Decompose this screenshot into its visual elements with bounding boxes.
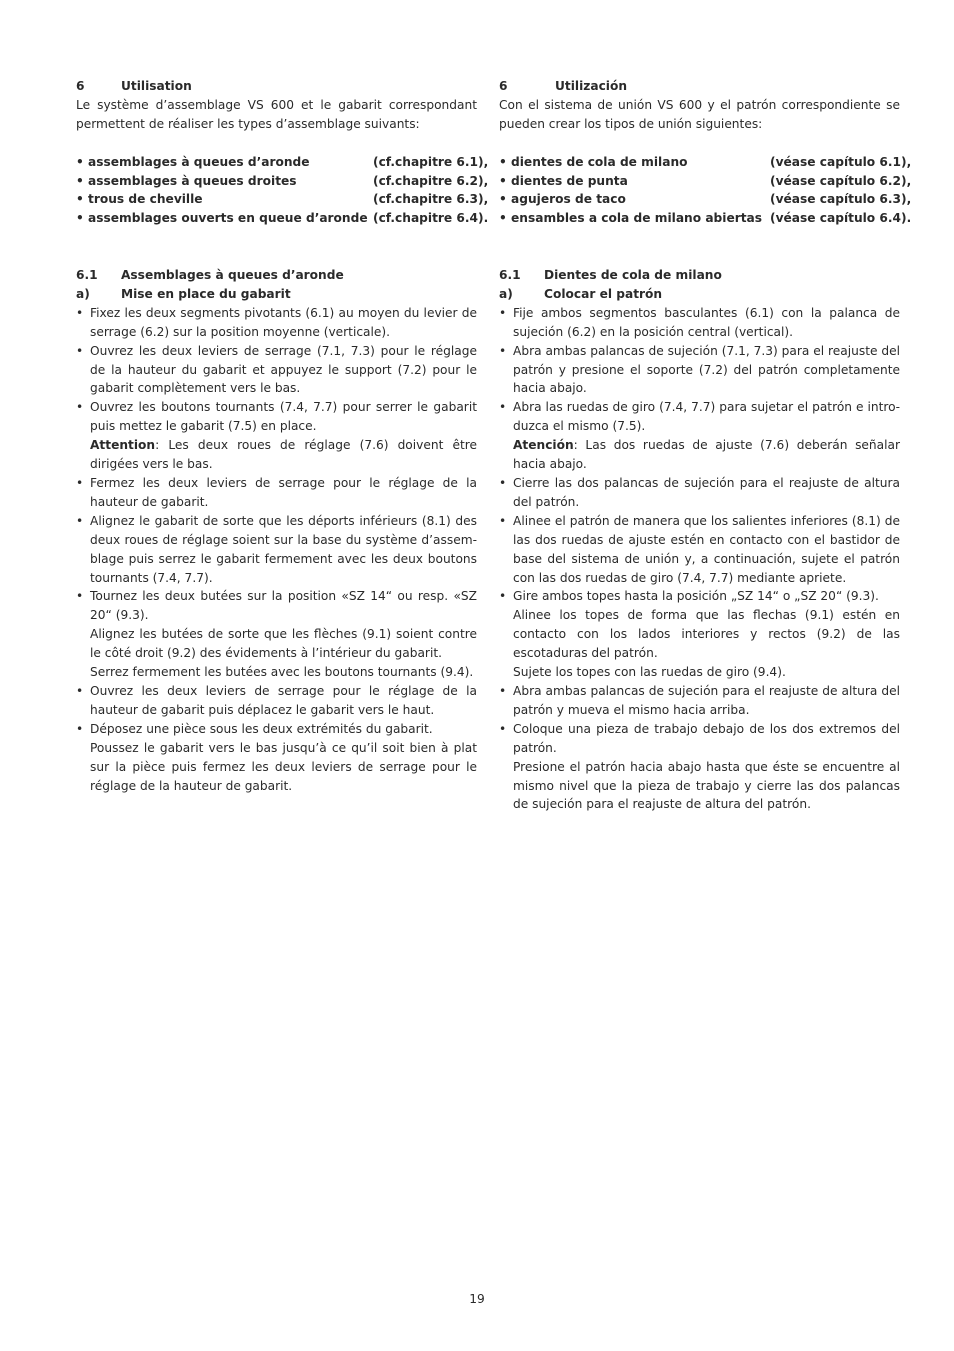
joint-type-name: • dientes de punta — [499, 173, 628, 188]
joint-type-row — [76, 190, 489, 209]
instruction-item: • Tournez les deux butées sur la position «SZ 14“ ou resp. «SZ 20“ (9.3). Alignez les butées de sorte que les flèches (9.1) soient contre le côté droit (9.2) des évidements à l’intérieur du gabarit. Serrez fermement les butées avec les boutons tournants (9.4). — [76, 589, 477, 680]
joint-types-list — [76, 153, 489, 229]
instruction-item: • Alignez le gabarit de sorte que les déports inférieurs (8.1) des deux roues de réglage soient sur la base du système d’assemblage puis serrez le gabarit fermement avec les deux boutons tournants (7.4, 7.7). — [76, 513, 477, 585]
step-title: Colocar el patrón — [544, 286, 663, 301]
instruction-item: • Fermez les deux leviers de serrage pour le réglage de la hauteur de gabarit. — [76, 476, 477, 509]
instruction-item: • Fije ambos segmentos basculantes (6.1) con la palanca de sujeción (6.2) en la posición central (vertical). — [499, 305, 900, 339]
joint-type-name: • agujeros de taco — [499, 192, 626, 207]
chapter-reference: (véase capítulo 6.3), — [770, 192, 912, 207]
chapter-reference: (véase capítulo 6.4). — [770, 211, 912, 226]
instruction-item: • Alinee el patrón de manera que los salientes inferiores (8.1) de las dos ruedas de ajuste estén en contacto con el bastidor de base del sistema de unión y, a continuación, sujete el patrón con las dos ruedas de giro (7.4, 7.7) mediante apriete. — [499, 513, 900, 585]
step-heading — [76, 285, 477, 304]
attention-label: Atención — [513, 438, 574, 453]
subsection-title: Assemblages à queues d’aronde — [121, 268, 344, 283]
spanish-column — [499, 77, 912, 814]
instruction-item: • Coloque una pieza de trabajo debajo de los dos extremos del patrón. Presione el patrón hacia abajo hasta que éste se encuentre al mismo nivel que la pieza de trabajo y cierre las dos palancas de sujeción para el reajuste de altura del patrón. — [499, 721, 900, 812]
instruction-item: • Abra ambas palancas de sujeción (7.1, 7.3) para el reajuste del patrón y presione el soporte (7.2) del patrón completamente hacia abajo. — [499, 343, 900, 396]
step-letter: a) — [76, 286, 90, 301]
subsection-heading — [499, 266, 900, 285]
instruction-list — [499, 304, 900, 814]
joint-type-name: • assemblages ouverts en queue d’aronde — [76, 211, 368, 226]
instruction-item: • Cierre las dos palancas de sujeción para el reajuste de altura del patrón. — [499, 476, 900, 509]
chapter-reference: (cf.chapitre 6.1), — [373, 154, 489, 169]
chapter-reference: (cf.chapitre 6.3), — [373, 192, 489, 207]
joint-type-row — [499, 190, 912, 209]
step-heading — [499, 285, 900, 304]
instruction-item: • Déposez une pièce sous les deux extrémités du gabarit. Poussez le gabarit vers le bas jusqu’à ce qu’il soit bien à plat sur la pièce puis fermez les deux leviers de serrage pour le réglage de la hauteur de gabarit. — [76, 721, 477, 793]
instruction-item: • Ouvrez les deux leviers de serrage (7.1, 7.3) pour le réglage de la hauteur du gabarit et appuyez le support (7.2) pour le gabarit complètement vers le bas. — [76, 343, 477, 396]
subsection-number: 6.1 — [76, 268, 98, 283]
chapter-reference: (véase capítulo 6.1), — [770, 154, 912, 169]
joint-type-row — [499, 153, 912, 172]
french-column — [76, 77, 489, 795]
subsection-heading — [76, 266, 477, 285]
joint-type-row — [499, 209, 912, 228]
joint-type-name: • dientes de cola de milano — [499, 154, 688, 169]
subsection-number: 6.1 — [499, 268, 521, 283]
instruction-item: • Gire ambos topes hasta la posición „SZ 14“ o „SZ 20“ (9.3). Alinee los topes de forma que las flechas (9.1) estén en contacto con los lados interiores y rectos (9.2) de las escotaduras del patrón. Sujete los topes con las ruedas de giro (9.4). — [499, 589, 900, 680]
instruction-item: • Ouvrez les deux leviers de serrage pour le réglage de la hauteur de gabarit puis déplacez le gabarit vers le haut. — [76, 683, 477, 717]
page-number: 19 — [469, 1292, 485, 1306]
attention-note: Attention: Les deux roues de réglage (7.6) doivent être dirigées vers le bas. — [90, 438, 477, 472]
subsection-title: Dientes de cola de milano — [544, 268, 722, 283]
step-title: Mise en place du gabarit — [121, 286, 291, 301]
joint-type-row — [76, 172, 489, 191]
joint-types-list — [499, 153, 912, 229]
section-number: 6 — [76, 79, 85, 93]
subsection — [76, 266, 477, 795]
instruction-item: • Abra ambas palancas de sujeción para el reajuste de altura del patrón y mueva el mismo hacia arriba. — [499, 683, 900, 717]
chapter-reference: (cf.chapitre 6.4). — [373, 211, 489, 226]
joint-type-name: • assemblages à queues droites — [76, 173, 297, 188]
subsection — [499, 266, 900, 814]
instruction-list — [76, 304, 477, 796]
section-number: 6 — [499, 79, 508, 93]
instruction-item: • Abra las ruedas de giro (7.4, 7.7) para sujetar el patrón e introduzca el mismo (7.5). Atención: Las dos ruedas de ajuste (7.6) deberán señalar hacia abajo. — [499, 398, 900, 474]
intro-paragraph: Le système d’assemblage VS 600 et le gabarit correspondant permettent de réaliser les types d’assemblage suivants: — [76, 97, 477, 131]
intro-paragraph: Con el sistema de unión VS 600 y el patrón correspondiente se pueden crear los tipos de unión siguientes: — [499, 97, 900, 131]
chapter-reference: (véase capítulo 6.2), — [770, 173, 912, 188]
joint-type-row — [499, 172, 912, 191]
section-title: Utilisation — [121, 79, 192, 93]
instruction-item: • Ouvrez les boutons tournants (7.4, 7.7) pour serrer le gabarit puis mettez le gabarit (7.5) en place. Attention: Les deux roues de réglage (7.6) doivent être dirigées vers le bas. — [76, 398, 477, 474]
joint-type-row — [76, 209, 489, 228]
step-letter: a) — [499, 286, 513, 301]
section-title: Utilización — [555, 79, 628, 93]
joint-type-row — [76, 153, 489, 172]
section-heading — [499, 77, 900, 96]
joint-type-name: • trous de cheville — [76, 192, 203, 207]
joint-type-name: • ensambles a cola de milano abiertas — [499, 211, 763, 226]
joint-type-name: • assemblages à queues d’aronde — [76, 154, 310, 169]
attention-label: Attention — [90, 438, 156, 453]
chapter-reference: (cf.chapitre 6.2), — [373, 173, 489, 188]
section-heading — [76, 77, 477, 96]
instruction-item: • Fixez les deux segments pivotants (6.1) au moyen du levier de serrage (6.2) sur la position moyenne (verticale). — [76, 305, 477, 339]
attention-note: Atención: Las dos ruedas de ajuste (7.6) deberán señalar hacia abajo. — [513, 438, 900, 472]
